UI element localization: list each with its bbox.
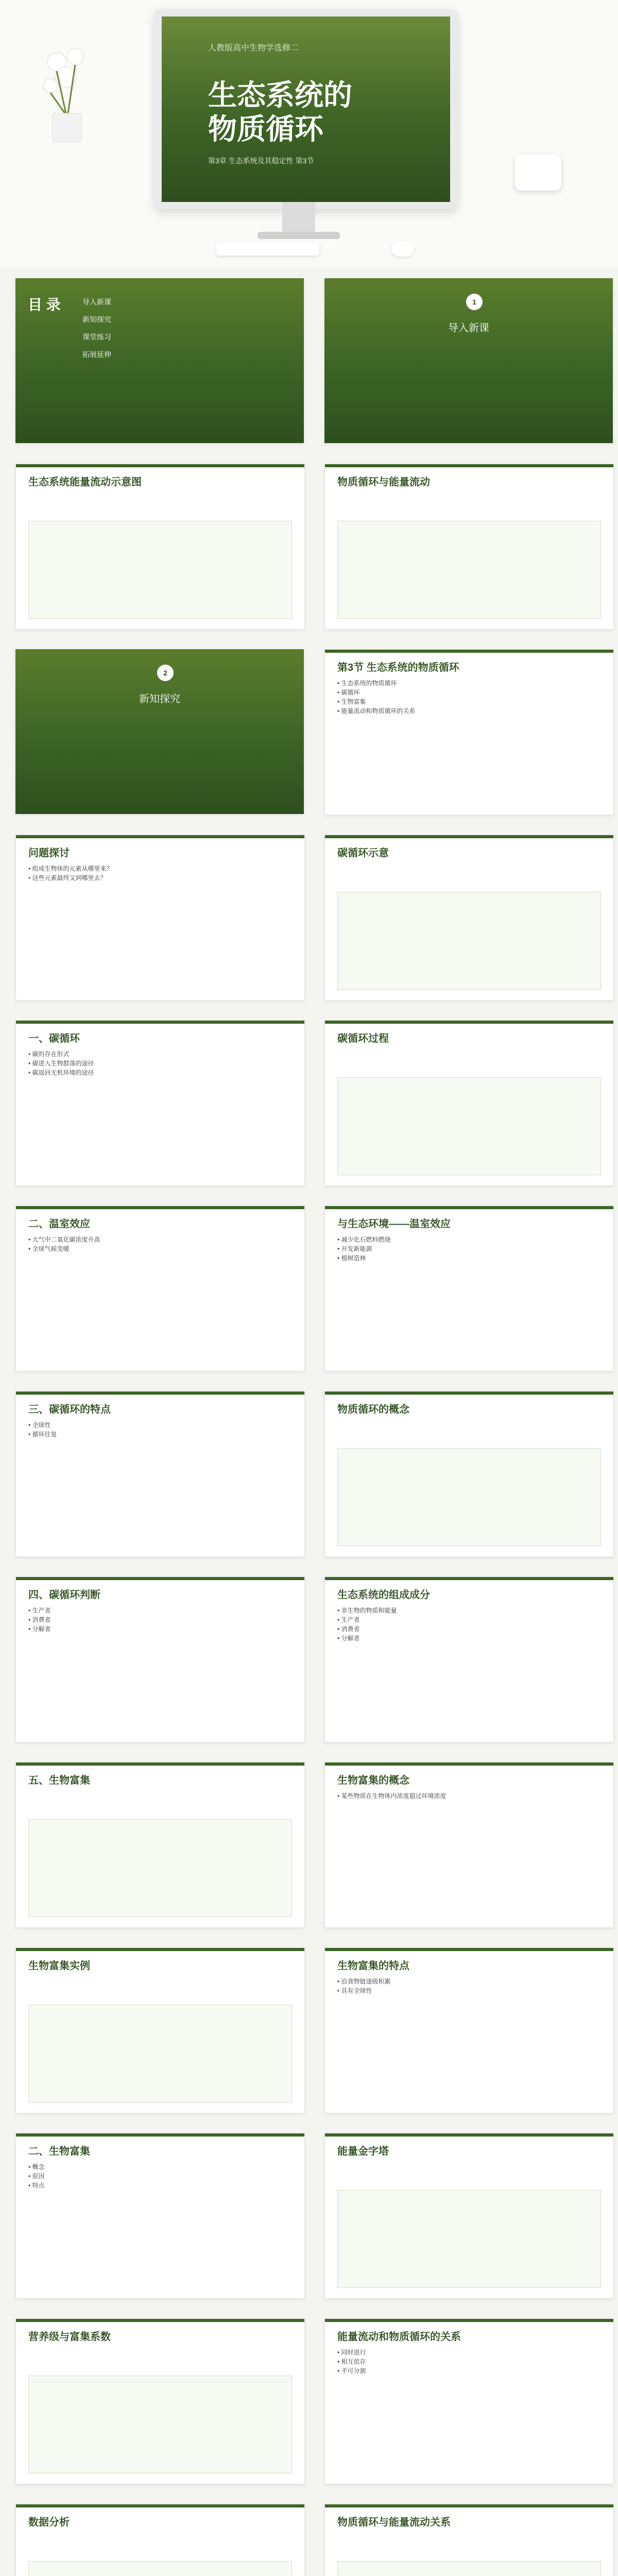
hero-subtitle: 人教版高中生物学选修二	[208, 44, 299, 53]
slide-title: 二、温室效应	[28, 1218, 90, 1230]
slide-line: • 碳循环	[337, 689, 360, 696]
slide-line: • 分解者	[337, 1635, 360, 1642]
slide-line: • 全球性	[28, 1421, 51, 1429]
monitor-stand	[282, 202, 315, 233]
mouse	[391, 241, 414, 257]
slide-5[interactable]	[15, 649, 304, 814]
slide-22[interactable]	[324, 2133, 614, 2299]
slide-accent-bar	[16, 1206, 304, 1209]
slide-line: • 原因	[28, 2173, 45, 2180]
toc-title: 目 录	[28, 297, 61, 313]
slide-body	[28, 1420, 292, 1439]
slide-line: • 碳进入生物群落的途径	[28, 1060, 94, 1067]
slide-line: • 某些物质在生物体内浓度超过环境浓度	[337, 1792, 447, 1800]
slide-accent-bar	[16, 1392, 304, 1395]
slide-title: 二、生物富集	[28, 2146, 90, 2157]
slide-title: 五、生物富集	[28, 1775, 90, 1786]
diagram-placeholder	[337, 1448, 601, 1546]
slide-2[interactable]	[324, 278, 613, 443]
slide-26[interactable]	[324, 2504, 614, 2576]
slide-accent-bar	[325, 1577, 613, 1580]
slide-title: 能量流动和物质循环的关系	[337, 2331, 461, 2343]
slide-line: • 生产者	[337, 1616, 360, 1623]
image-placeholder	[337, 892, 601, 990]
slide-line: • 碳的存在形式	[28, 1050, 70, 1058]
slide-16[interactable]	[324, 1577, 614, 1742]
slide-accent-bar	[16, 2133, 304, 2137]
slide-14[interactable]	[324, 1391, 614, 1557]
slide-line: • 特点	[28, 2182, 45, 2189]
table-placeholder	[28, 2561, 292, 2576]
flower-pot-icon	[36, 41, 98, 144]
diagram-placeholder	[28, 2005, 292, 2103]
slide-accent-bar	[16, 1577, 304, 1580]
slide-line: • 大气中二氧化碳浓度升高	[28, 1236, 100, 1243]
slide-body	[337, 1791, 601, 1801]
diagram-placeholder	[28, 2376, 292, 2473]
keyboard	[216, 242, 319, 256]
slide-body	[28, 1235, 292, 1253]
monitor	[154, 9, 457, 209]
monitor-screen	[162, 16, 450, 202]
toc-item[interactable]: 新知探究	[82, 315, 111, 324]
hero-title	[208, 78, 352, 146]
toc-item[interactable]: 拓展延伸	[82, 350, 111, 359]
slide-title: 碳循环示意	[337, 848, 389, 859]
slide-7[interactable]	[15, 835, 305, 1001]
slide-line: • 生产者	[28, 1607, 51, 1614]
slide-line: • 同时进行	[337, 2349, 366, 2356]
diagram-placeholder	[28, 521, 292, 619]
slide-accent-bar	[325, 2133, 613, 2137]
slide-20[interactable]	[324, 1947, 614, 2113]
slide-line: • 减少化石燃料燃烧	[337, 1236, 391, 1243]
slide-line: • 消费者	[337, 1625, 360, 1633]
slide-line: • 生态系统的物质循环	[337, 680, 397, 687]
slide-17[interactable]	[15, 1762, 305, 1928]
slide-line: • 组成生物体的元素从哪里来？	[28, 865, 113, 872]
monitor-stand-base	[258, 232, 340, 239]
slide-line: • 植树造林	[337, 1255, 366, 1262]
slide-line: • 能量流动和物质循环的关系	[337, 707, 416, 715]
slide-1[interactable]	[15, 278, 304, 443]
slide-line: • 碳返回无机环境的途径	[28, 1069, 94, 1076]
slide-21[interactable]	[15, 2133, 305, 2299]
slide-accent-bar	[325, 1206, 613, 1209]
slide-body	[337, 1977, 601, 1995]
slide-line: • 循环往复	[28, 1431, 57, 1438]
slide-line: • 分解者	[28, 1625, 51, 1633]
diagram-placeholder	[337, 2561, 601, 2576]
slide-title: 能量金字塔	[337, 2146, 389, 2157]
slide-accent-bar	[16, 835, 304, 838]
slide-9[interactable]	[15, 1020, 305, 1186]
image-placeholder	[28, 1819, 292, 1917]
slide-line: • 生物富集	[337, 698, 366, 705]
slide-line: • 开发新能源	[337, 1245, 372, 1252]
hero-section	[0, 0, 618, 268]
slide-accent-bar	[16, 2504, 304, 2507]
slide-4[interactable]	[324, 464, 614, 630]
slide-3[interactable]	[15, 464, 305, 630]
slide-12[interactable]	[324, 1206, 614, 1371]
slide-title: 生态系统的组成成分	[337, 1589, 430, 1601]
slide-title: 碳循环过程	[337, 1033, 389, 1044]
slide-accent-bar	[325, 2319, 613, 2322]
slide-line: • 具有全球性	[337, 1987, 372, 1994]
section-label: 导入新课	[448, 323, 489, 334]
slide-13[interactable]	[15, 1391, 305, 1557]
slide-title: 物质循环与能量流动	[337, 477, 430, 488]
image-placeholder	[337, 521, 601, 619]
slide-24[interactable]	[324, 2318, 614, 2484]
slide-title: 生物富集实例	[28, 1960, 90, 1972]
slide-body	[28, 2162, 292, 2190]
slide-accent-bar	[325, 1948, 613, 1951]
slide-accent-bar	[325, 1762, 613, 1766]
slide-body	[28, 1606, 292, 1634]
slide-line: • 这些元素最终又到哪里去？	[28, 874, 107, 882]
toc-item[interactable]: 课堂练习	[82, 333, 111, 341]
slide-23[interactable]	[15, 2318, 305, 2484]
slide-line: • 非生物的物质和能量	[337, 1607, 397, 1614]
slide-body	[28, 1049, 292, 1077]
slide-11[interactable]	[15, 1206, 305, 1371]
slide-title: 物质循环与能量流动关系	[337, 2517, 451, 2528]
slide-accent-bar	[325, 464, 613, 467]
slide-accent-bar	[325, 2504, 613, 2507]
section-number-badge: 1	[466, 294, 483, 310]
slide-18[interactable]	[324, 1762, 614, 1928]
slide-accent-bar	[16, 2319, 304, 2322]
slide-10[interactable]	[324, 1020, 614, 1186]
slide-title: 生物富集的概念	[337, 1775, 409, 1786]
slide-body	[337, 679, 601, 716]
slide-title: 生态系统能量流动示意图	[28, 477, 142, 488]
slide-title: 与生态环境——温室效应	[337, 1218, 451, 1230]
slide-accent-bar	[16, 464, 304, 467]
slide-line: • 沿食物链逐级积累	[337, 1978, 391, 1985]
slide-title: 一、碳循环	[28, 1033, 80, 1044]
slide-body	[337, 2348, 601, 2376]
slide-25[interactable]	[15, 2504, 305, 2576]
slide-title: 生物富集的特点	[337, 1960, 409, 1972]
slide-accent-bar	[325, 1021, 613, 1024]
hero-chapter: 第3章 生态系统及其稳定性 第3节	[208, 157, 314, 165]
section-label: 新知探究	[139, 693, 180, 705]
slide-line: • 消费者	[28, 1616, 51, 1623]
diagram-placeholder	[337, 2190, 601, 2288]
slide-accent-bar	[16, 1762, 304, 1766]
slide-title: 营养级与富集系数	[28, 2331, 111, 2343]
slide-8[interactable]	[324, 835, 614, 1001]
slide-line: • 概念	[28, 2163, 45, 2171]
slide-title: 第3节 生态系统的物质循环	[337, 662, 459, 673]
slide-body	[337, 1235, 601, 1263]
slide-title: 四、碳循环判断	[28, 1589, 100, 1601]
slide-title: 问题探讨	[28, 848, 70, 859]
section-number-badge: 2	[157, 665, 174, 681]
slide-accent-bar	[16, 1948, 304, 1951]
slide-15[interactable]	[15, 1577, 305, 1742]
slide-19[interactable]	[15, 1947, 305, 2113]
slide-accent-bar	[325, 650, 613, 653]
slide-line: • 全球气候变暖	[28, 1245, 70, 1252]
diagram-placeholder	[337, 1077, 601, 1175]
slide-title: 三、碳循环的特点	[28, 1404, 111, 1415]
slide-title: 物质循环的概念	[337, 1404, 409, 1415]
slide-body	[337, 1606, 601, 1643]
slide-accent-bar	[325, 835, 613, 838]
slide-line: • 不可分割	[337, 2367, 366, 2375]
slide-title: 数据分析	[28, 2517, 70, 2528]
slide-line: • 相互依存	[337, 2358, 366, 2365]
hero-title-line2: 物质循环	[208, 113, 323, 145]
coffee-cup-icon	[515, 155, 561, 191]
slide-body	[28, 864, 292, 883]
slide-6[interactable]	[324, 649, 614, 815]
slide-accent-bar	[325, 1392, 613, 1395]
toc-item[interactable]: 导入新课	[82, 298, 111, 306]
hero-title-line1: 生态系统的	[208, 79, 352, 111]
slide-accent-bar	[16, 1021, 304, 1024]
